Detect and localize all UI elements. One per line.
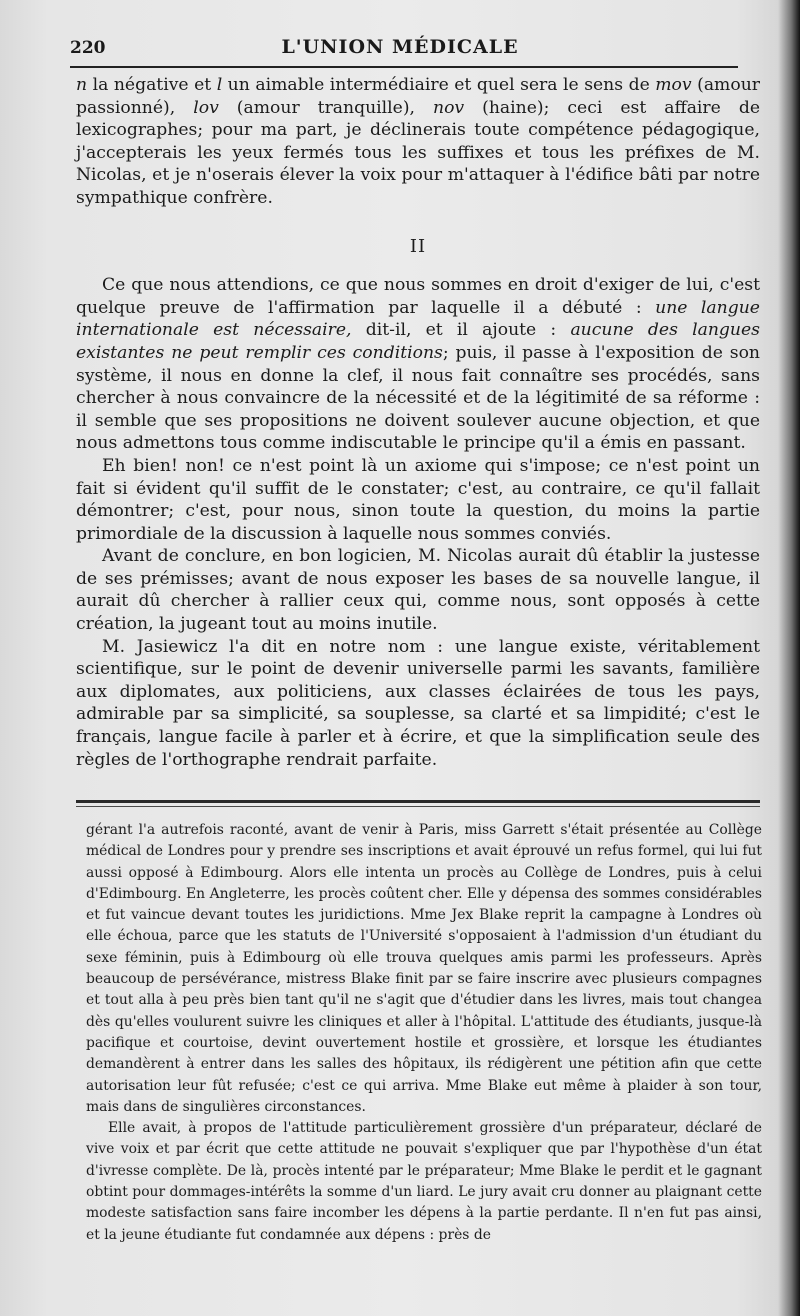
main-text [76, 74, 760, 771]
header-rule [70, 66, 738, 68]
paragraph-2: Ce que nous attendions, ce que nous sommes en droit d'exiger de lui, c'est quelque preuve de l'affirmation par laquelle il a débuté : une langue internationale est nécessaire, dit-il, et il ajoute : aucune des langues existantes ne peut remplir ces conditions; puis, il passe à l'exposition de son système, il nous en donne la clef, il nous fait connaître ses procédés, sans chercher à nous convaincre de la nécessité et de la légitimité de sa réforme : il semble que ses propositions ne doivent soulever aucune objection, et que nous admettons tous comme indiscutable le principe qu'il a émis en passant. [76, 275, 760, 454]
paragraph-3: Eh bien! non! ce n'est point là un axiome qui s'impose; ce n'est point un fait si évident qu'il suffit de le constater; c'est, au contraire, ce qu'il fallait démontrer; c'est, pour nous, sinon toute la question, du moins la partie primordiale de la discussion à laquelle nous sommes conviés. [76, 455, 760, 544]
section-numeral: II [409, 235, 427, 257]
footnote-rule-thin [76, 806, 760, 807]
footnote-paragraph-2: Elle avait, à propos de l'attitude particulièrement grossière d'un préparateur, déclaré de vive voix et par écrit que cette attitude ne pouvait s'expliquer que par l'hypothèse d'un état d'ivresse complète. De là, procès intenté par le préparateur; Mme Blake le perdit et le gagnant obtint pour dommages-intérêts la somme d'un liard. Le jury avait cru donner au plaignant cette modeste satisfaction sans faire incomber les dépens à la partie perdante. Il n'en fut pas ainsi, et la jeune étudiante fut condamnée aux dépens : près de [86, 1120, 762, 1243]
running-title: L'UNION MÉDICALE [281, 36, 519, 58]
footnote-rule [76, 800, 760, 803]
paragraph-1: n la négative et l un aimable intermédiaire et quel sera le sens de mov (amour passionné), lov (amour tranquille), nov (haine); ceci est affaire de lexicographes; pour ma part, je déclinerais toute compétence pédagogique, j'accepterais les yeux fermés tous les suffixes et tous les préfixes de M. Nicolas, et je n'oserais élever la voix pour m'attaquer à l'édifice bâti par notre sympathique confrère. [76, 75, 760, 208]
binding-shadow [778, 0, 800, 1316]
paragraph-4: Avant de conclure, en bon logicien, M. Nicolas aurait dû établir la justesse de ses prémisses; avant de nous exposer les bases de sa nouvelle langue, il aurait dû chercher à rallier ceux qui, comme nous, sont opposés à cette création, la jugeant tout au moins inutile. [76, 546, 760, 635]
paragraph-5: M. Jasiewicz l'a dit en notre nom : une langue existe, véritablement scientifique, sur le point de devenir universelle parmi les savants, familière aux diplomates, aux politiciens, aux classes éclairées de tous les pays, admirable par sa simplicité, sa souplesse, sa clarté et sa limpidité; c'est le français, langue facile à parler et à écrire, et que la simplification seule des règles de l'orthographe rendrait parfaite. [76, 636, 760, 770]
footnote-paragraph-1: gérant l'a autrefois raconté, avant de venir à Paris, miss Garrett s'était présentée au Collège médical de Londres pour y prendre ses inscriptions et avait éprouvé un refus formel, qui lui fut aussi opposé à Edimbourg. Alors elle intenta un procès au Collège de Londres, puis à celui d'Edimbourg. En Angleterre, les procès coûtent cher. Elle y dépensa des sommes considérables et fut vaincue devant toutes les juridictions. Mme Jex Blake reprit la campagne à Londres où elle échoua, parce que les statuts de l'Université s'opposaient à l'admission d'un étudiant du sexe féminin, puis à Edimbourg où elle trouva quelques amis parmi les professeurs. Après beaucoup de persévérance, mistress Blake finit par se faire inscrire avec plusieurs compagnes et tout alla à peu près bien tant qu'il ne s'agit que d'étudier dans les livres, mais tout changea dès qu'elles voulurent suivre les cliniques et aller à l'hôpital. L'attitude des étudiants, jusque-là pacifique et courtoise, devint ouvertement hostile et grossière, et lorsque les étudiantes demandèrent à entrer dans les salles des hôpitaux, ils rédigèrent une pétition afin que cette autorisation leur fût refusée; c'est ce qui arriva. Mme Blake eut même à plaider à son tour, mais dans de singulières circonstances. [86, 822, 762, 1115]
page-header [70, 30, 730, 64]
page-number: 220 [70, 38, 106, 58]
footnote [86, 820, 762, 1246]
